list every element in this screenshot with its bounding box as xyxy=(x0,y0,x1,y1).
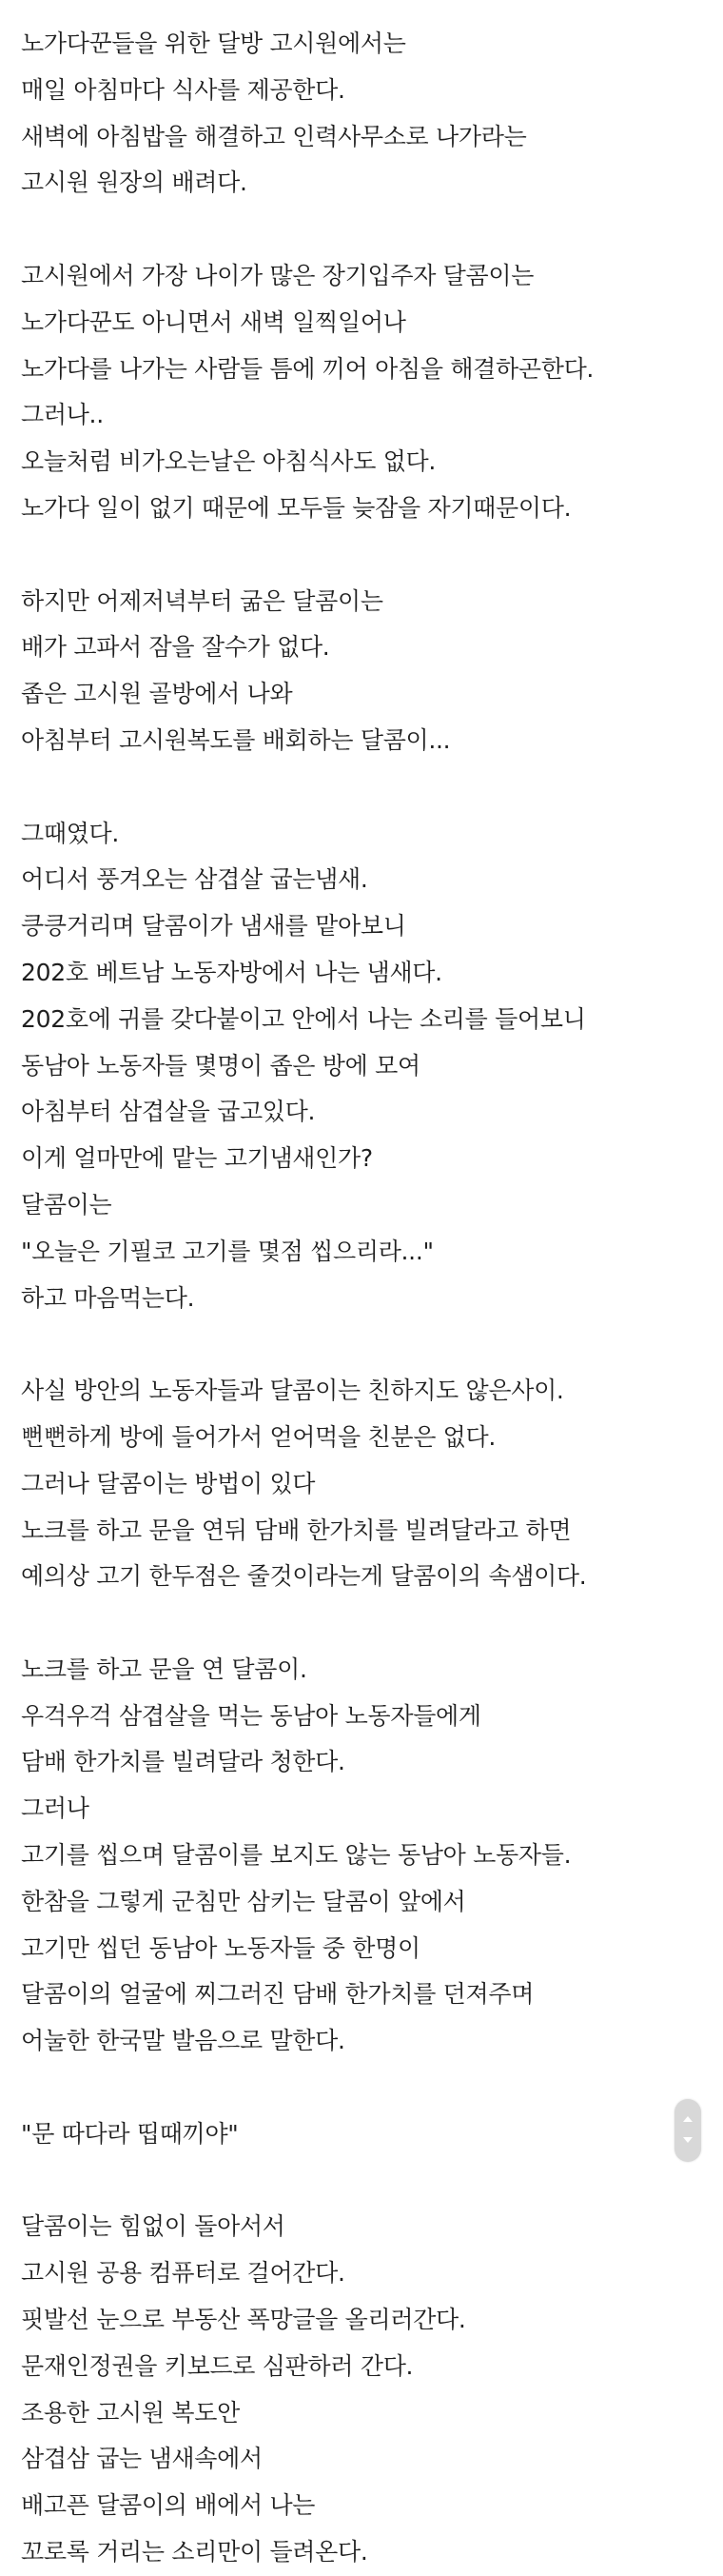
article-body xyxy=(21,21,706,2576)
text-line: 좁은 고시원 골방에서 나와 xyxy=(21,680,293,708)
text-line: 하고 마음먹는다. xyxy=(21,1283,195,1312)
paragraph xyxy=(21,21,706,207)
text-line: 달콤이는 힘없이 돌아서서 xyxy=(21,2212,285,2241)
paragraph xyxy=(21,579,706,764)
text-line: 고기만 씹던 동남아 노동자들 중 한명이 xyxy=(21,1933,420,1962)
text-line: 고시원에서 가장 나이가 많은 장기입주자 달콤이는 xyxy=(21,261,535,289)
text-line: 그때였다. xyxy=(21,819,120,847)
paragraph xyxy=(21,253,706,532)
text-line: 문재인정권을 키보드로 심판하러 간다. xyxy=(21,2351,414,2380)
text-line: 노가다꾼도 아니면서 새벽 일찍일어나 xyxy=(21,307,406,336)
text-line: 예의상 고기 한두점은 줄것이라는게 달콤이의 속샘이다. xyxy=(21,1562,587,1591)
paragraph-gap xyxy=(21,207,706,253)
text-line: 배가 고파서 잠을 잘수가 없다. xyxy=(21,633,330,662)
text-line: "문 따다라 띱때끼야" xyxy=(21,2119,239,2148)
text-line: 한참을 그렇게 군침만 삼키는 달콤이 앞에서 xyxy=(21,1887,466,1915)
text-line: 고시원 원장의 배려다. xyxy=(21,168,247,197)
paragraph xyxy=(21,811,706,1322)
scroll-down-arrow-icon xyxy=(683,2137,693,2143)
text-line: 핏발선 눈으로 부동산 폭망글을 올리러간다. xyxy=(21,2306,466,2334)
paragraph-gap xyxy=(21,764,706,811)
text-line: 202호 베트남 노동자방에서 나는 냄새다. xyxy=(21,958,442,986)
paragraph xyxy=(21,1368,706,1600)
text-line: 어디서 풍겨오는 삼겹살 굽는냄새. xyxy=(21,865,368,894)
text-line: 달콤이의 얼굴에 찌그러진 담배 한가치를 던져주며 xyxy=(21,1980,535,2009)
text-line: 하지만 어제저녁부터 굶은 달콤이는 xyxy=(21,586,383,615)
text-line: 그러나.. xyxy=(21,401,104,429)
text-line: 꼬로록 거리는 소리만이 들려온다. xyxy=(21,2538,368,2566)
paragraph-gap xyxy=(21,2065,706,2111)
text-line: 조용한 고시원 복도안 xyxy=(21,2398,240,2427)
text-line: 매일 아침마다 식사를 제공한다. xyxy=(21,75,345,104)
scroll-handle[interactable] xyxy=(674,2099,701,2162)
text-line: "오늘은 기필코 고기를 몇점 씹으리라..." xyxy=(21,1237,434,1265)
paragraph xyxy=(21,1647,706,2065)
text-line: 고기를 씹으며 달콤이를 보지도 않는 동남아 노동자들. xyxy=(21,1841,572,1870)
text-line: 노가다를 나가는 사람들 틈에 끼어 아침을 해결하곤한다. xyxy=(21,354,595,383)
text-line: 그러나 달콤이는 방법이 있다 xyxy=(21,1469,316,1497)
text-line: 새벽에 아침밥을 해결하고 인력사무소로 나가라는 xyxy=(21,122,527,150)
scroll-up-arrow-icon xyxy=(683,2116,693,2122)
text-line: 우걱우걱 삼겹살을 먹는 동남아 노동자들에게 xyxy=(21,1701,481,1730)
text-line: 오늘처럼 비가오는날은 아침식사도 없다. xyxy=(21,447,437,476)
text-line: 킁킁거리며 달콤이가 냄새를 맡아보니 xyxy=(21,912,406,941)
text-line: 담배 한가치를 빌려달라 청한다. xyxy=(21,1748,345,1776)
text-line: 삼겹삼 굽는 냄새속에서 xyxy=(21,2445,263,2473)
text-line: 고시원 공용 컴퓨터로 걸어간다. xyxy=(21,2259,345,2288)
text-line: 동남아 노동자들 몇명이 좁은 방에 모여 xyxy=(21,1051,420,1080)
text-line: 아침부터 고시원복도를 배회하는 달콤이... xyxy=(21,725,451,754)
text-line: 이게 얼마만에 맡는 고기냄새인가? xyxy=(21,1144,373,1173)
text-line: 배고픈 달콤이의 배에서 나는 xyxy=(21,2491,316,2520)
text-line: 노가다 일이 없기 때문에 모두들 늦잠을 자기때문이다. xyxy=(21,493,572,522)
text-line: 그러나 xyxy=(21,1794,89,1823)
paragraph-gap xyxy=(21,2158,706,2205)
text-line: 노크를 하고 문을 연 달콤이. xyxy=(21,1655,307,1683)
text-line: 노가다꾼들을 위한 달방 고시원에서는 xyxy=(21,30,406,57)
text-line: 뻔뻔하게 방에 들어가서 얻어먹을 친분은 없다. xyxy=(21,1422,497,1451)
text-line: 202호에 귀를 갖다붙이고 안에서 나는 소리를 들어보니 xyxy=(21,1004,586,1033)
paragraph xyxy=(21,2204,706,2575)
text-line: 노크를 하고 문을 연뒤 담배 한가치를 빌려달라고 하면 xyxy=(21,1516,572,1544)
text-line: 어눌한 한국말 발음으로 말한다. xyxy=(21,2027,345,2055)
paragraph-gap xyxy=(21,1321,706,1368)
paragraph-gap xyxy=(21,532,706,579)
paragraph-gap xyxy=(21,1600,706,1647)
paragraph xyxy=(21,2111,706,2158)
text-line: 사실 방안의 노동자들과 달콤이는 친하지도 않은사이. xyxy=(21,1377,564,1405)
text-line: 달콤이는 xyxy=(21,1190,112,1219)
text-line: 아침부터 삼겹살을 굽고있다. xyxy=(21,1098,316,1126)
